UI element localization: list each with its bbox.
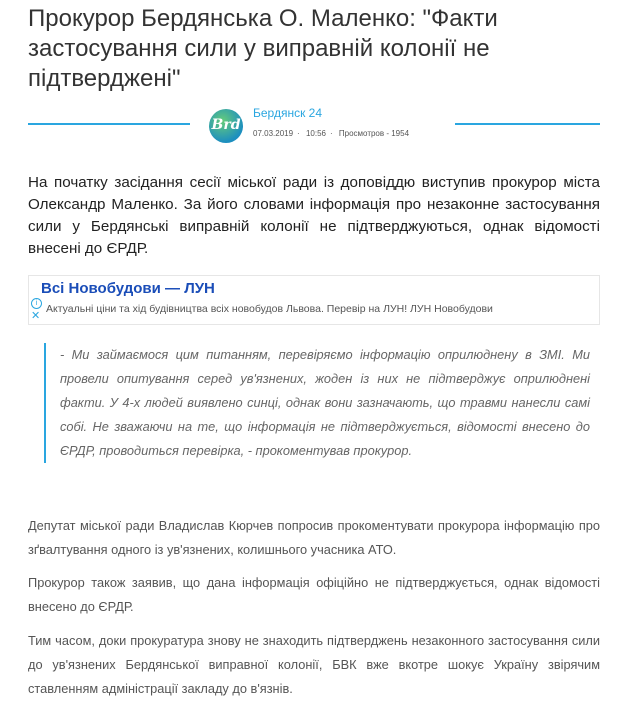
author-link[interactable]: Бердянск 24 xyxy=(253,106,323,120)
ad-close-icon[interactable]: ✕ xyxy=(31,310,41,322)
ad-title-link[interactable]: Всі Новобудови — ЛУН xyxy=(41,280,215,297)
divider-right xyxy=(455,123,600,125)
ad-banner[interactable] xyxy=(28,275,600,325)
avatar-logo-text: Brd xyxy=(211,117,241,133)
page-title: Прокурор Бердянська О. Маленко: "Факти застосування сили у виправній колонії не підтверджені" xyxy=(28,5,498,92)
article-lead: На початку засідання сесії міської ради із доповіддю виступив прокурор міста Олександр Маленко. За його словами інформація про незаконне застосування сили у Бердянські виправній колонії не підтверджуються, однак відомості внесені до ЄРДР. xyxy=(28,174,600,257)
meta-separator: · xyxy=(297,129,300,138)
quote-block xyxy=(44,343,590,463)
meta-separator: · xyxy=(329,129,333,138)
avatar[interactable] xyxy=(209,109,243,143)
article-paragraph-3: Тим часом, доки прокуратура знову не знаходить підтверджень незаконного застосування сили до ув'язнених Бердянської виправної колонії, БВК вже вкотре шокує Україну звірячим ставленням адміністрації закладу до в'язнів. xyxy=(28,633,600,696)
article-meta xyxy=(253,129,413,138)
author-bar xyxy=(0,104,620,144)
ad-info-icon[interactable]: i xyxy=(31,298,42,309)
publish-date: 07.03.2019 xyxy=(253,129,294,138)
article-paragraph-2: Прокурор також заявив, що дана інформація офіційно не підтверджується, однак відомості внесено до ЄРДР. xyxy=(28,575,600,614)
article-paragraph-1: Депутат міської ради Владислав Кюрчев попросив прокоментувати прокурора інформацію про зґвалтування одного із ув'язнених, колишнього учасника АТО. xyxy=(28,518,600,557)
quote-text: - Ми займаємося цим питанням, перевіряємо інформацію оприлюднену в ЗМІ. Ми провели опитування серед ув'язнених, жоден із них не підтверджує оприлюднені факти. У 4-х людей виявлено синці, однак вони зазначають, що травми нанесли самі собі. Не зважаючи на те, що інформація не підтверджується, відомості внесено до ЄРДР, проводиться перевірка, - прокоментував прокурор. xyxy=(60,347,590,458)
publish-time: 10:56 xyxy=(305,129,326,138)
ad-description[interactable]: Актуальні ціни та хід будівництва всіх новобудов Львова. Перевір на ЛУН! ЛУН Новобудови xyxy=(46,303,493,315)
divider-left xyxy=(28,123,190,125)
view-count: Просмотров - 1954 xyxy=(338,129,410,138)
